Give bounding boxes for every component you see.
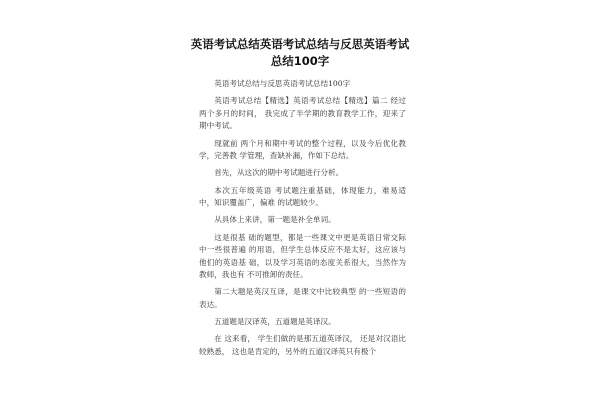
paragraph: 英语考试总结【精选】英语考试总结【精选】篇二 经过两个多月的时间， 我完成了半学期的教育教学工作，迎来了期中考试。 [199,96,406,131]
paragraph: 五道题是汉译英，五道题是英译汉。 [214,317,336,327]
paragraph: 这是很基 础的题型，都是一些课文中更是英语日常交际中一些很普遍 的用语，但学生总体反应不是太好，这应该与他们的英语基 础，以及学习英语的态度关系很大，当然作为教师，我也有 不可推卸的责任。 [199,232,406,280]
paragraph: 在 这来看， 学生们做的是那五道英译汉， 还是对汉语比较熟悉， 这也是肯定的，另外的五道汉译英只有极个 [199,334,406,357]
document-title: 英语考试总结英语考试总结与反思英语考试总结100字 [190,37,410,68]
document-body [199,78,406,363]
paragraph: 本次五年级英语 考试题注重基础，体现能力，难易适中，知识覆盖广，偏难 的试题较少。 [199,185,406,208]
paragraph: 现就前 两个月和期中考试的整个过程，以及今后优化教学，完善教 学管理，查缺补漏，作如下总结。 [199,138,406,161]
paragraph: 第二大题是英汉互译，是课文中比较典型 的一些短语的表达。 [199,287,406,310]
paragraph: 从具体上来讲，第一题是补全单词。 [214,215,336,225]
paragraph: 首先，从这次的期中考试题进行分析。 [214,168,344,178]
paragraph: 英语考试总结与反思英语考试总结100字 [214,79,351,88]
